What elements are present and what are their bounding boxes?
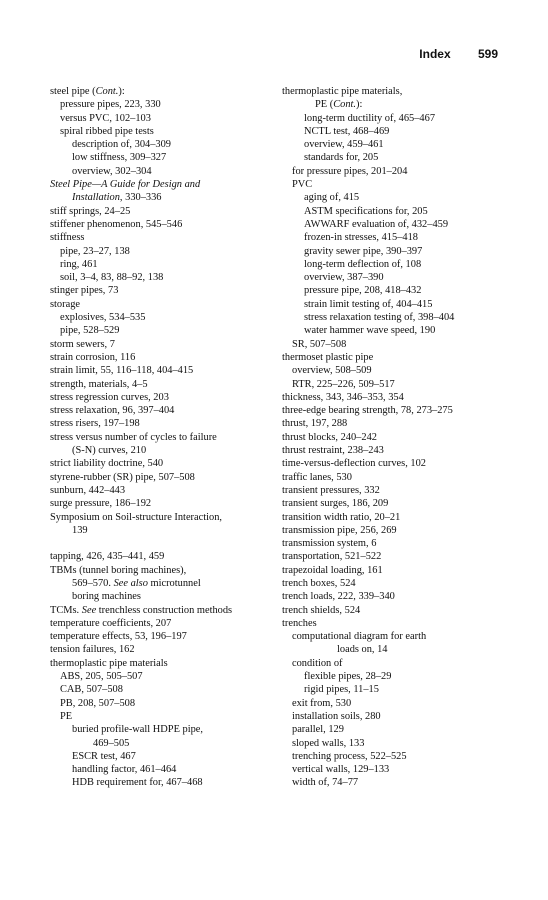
index-subentry: aging of, 415: [304, 192, 360, 204]
index-subentry: ASTM specifications for, 205: [304, 205, 428, 217]
index-entry: thermoplastic pipe materials,: [282, 86, 403, 97]
entry-text: , 330–336: [119, 192, 162, 204]
index-entry: thickness, 343, 346–353, 354: [282, 391, 404, 403]
entry-text: trenchless construction methods: [96, 604, 233, 616]
index-subentry: water hammer wave speed, 190: [304, 325, 436, 337]
index-entry: [50, 178, 275, 191]
index-entry: stiffness: [50, 232, 85, 244]
index-subentry: 469–505: [93, 737, 130, 749]
index-subentry: pressure pipes, 223, 330: [60, 99, 161, 111]
index-entry: temperature coefficients, 207: [50, 617, 172, 629]
index-subentry: standards for, 205: [304, 152, 379, 164]
entry-text: ):: [356, 99, 363, 111]
index-subentry: frozen-in stresses, 415–418: [304, 232, 418, 244]
entry-text: TCMs.: [50, 604, 82, 616]
index-entry: stiff springs, 24–25: [50, 205, 131, 217]
index-subentry: ESCR test, 467: [72, 750, 136, 762]
index-column-right: [282, 85, 507, 790]
index-subentry: strain limit testing of, 404–415: [304, 298, 433, 310]
index-subentry: flexible pipes, 28–29: [304, 671, 392, 683]
index-entry: transmission system, 6: [282, 538, 377, 550]
index-subentry: NCTL test, 468–469: [304, 125, 390, 137]
index-entry: stress risers, 197–198: [50, 418, 140, 430]
index-entry: transient surges, 186, 209: [282, 498, 389, 510]
index-subentry: long-term deflection of, 108: [304, 258, 422, 270]
index-subentry: AWWARF evaluation of, 432–459: [304, 218, 449, 230]
index-entry: transmission pipe, 256, 269: [282, 524, 397, 536]
index-subentry: handling factor, 461–464: [72, 764, 177, 776]
index-subentry: HDB requirement for, 467–468: [72, 777, 203, 789]
index-subentry: CAB, 507–508: [60, 684, 123, 696]
index-subentry: RTR, 225–226, 509–517: [292, 378, 395, 390]
index-subentry: vertical walls, 129–133: [292, 764, 390, 776]
index-entry: stress regression curves, 203: [50, 391, 169, 403]
running-header: [419, 47, 498, 61]
index-subentry: overview, 302–304: [72, 165, 152, 177]
index-subentry: 139: [72, 524, 88, 536]
entry-text: 569–570.: [72, 577, 114, 589]
index-entry: TBMs (tunnel boring machines),: [50, 564, 187, 576]
index-subentry: pressure pipe, 208, 418–432: [304, 285, 422, 297]
index-subentry: gravity sewer pipe, 390–397: [304, 245, 423, 257]
index-subentry: [50, 577, 275, 590]
italic-text: Cont.: [333, 99, 356, 111]
index-entry: [50, 85, 275, 98]
index-subentry: PB, 208, 507–508: [60, 697, 136, 709]
index-entry: temperature effects, 53, 196–197: [50, 631, 187, 643]
index-subentry: (S-N) curves, 210: [72, 445, 147, 457]
index-subentry: soil, 3–4, 83, 88–92, 138: [60, 272, 164, 284]
index-subentry: ring, 461: [60, 258, 98, 270]
index-column-left: [50, 85, 275, 790]
entry-text: ):: [118, 86, 125, 97]
index-entry: trapezoidal loading, 161: [282, 564, 383, 576]
italic-text: Installation: [72, 192, 120, 204]
italic-text: See: [81, 604, 97, 616]
index-entry: stress versus number of cycles to failure: [50, 431, 217, 443]
italic-text: Steel Pipe—A Guide for Design and: [50, 179, 201, 191]
page-number: 599: [477, 47, 498, 61]
index-subentry: explosives, 534–535: [60, 312, 146, 324]
index-subentry: versus PVC, 102–103: [60, 112, 151, 124]
index-subentry: ABS, 205, 505–507: [60, 671, 143, 683]
index-subentry: computational diagram for earth: [292, 631, 427, 643]
index-entry: trenches: [282, 617, 317, 629]
index-subentry: low stiffness, 309–327: [72, 152, 167, 164]
index-entry: thrust restraint, 238–243: [282, 445, 384, 457]
index-subentry: spiral ribbed pipe tests: [60, 125, 154, 137]
index-entry: three-edge bearing strength, 78, 273–275: [282, 405, 453, 417]
index-subentry: overview, 508–509: [292, 365, 372, 377]
index-subentry: pipe, 528–529: [60, 325, 120, 337]
index-entry: thermoplastic pipe materials: [50, 657, 168, 669]
index-entry: strain limit, 55, 116–118, 404–415: [50, 365, 194, 377]
index-entry: transition width ratio, 20–21: [282, 511, 401, 523]
index-subentry: rigid pipes, 11–15: [304, 684, 379, 696]
letter-group-gap: [50, 537, 275, 550]
index-entry: Symposium on Soil-structure Interaction,: [50, 511, 222, 523]
index-entry: strain corrosion, 116: [50, 351, 136, 363]
index-subentry: description of, 304–309: [72, 139, 171, 151]
index-subentry: SR, 507–508: [292, 338, 347, 350]
index-entry: thermoset plastic pipe: [282, 351, 374, 363]
index-subentry: trenching process, 522–525: [292, 750, 407, 762]
index-entry: trench boxes, 524: [282, 577, 356, 589]
section-title: Index: [419, 47, 451, 61]
index-subentry: [282, 98, 507, 111]
index-subentry: PE: [60, 710, 73, 722]
index-subentry: pipe, 23–27, 138: [60, 245, 130, 257]
index-entry: thrust, 197, 288: [282, 418, 348, 430]
index-entry: storage: [50, 298, 81, 310]
index-subentry: [50, 191, 275, 204]
italic-text: See also: [113, 577, 148, 589]
entry-text: microtunnel: [147, 577, 201, 589]
index-subentry: exit from, 530: [292, 697, 352, 709]
entry-text: PE (: [315, 99, 334, 111]
index-subentry: buried profile-wall HDPE pipe,: [72, 724, 204, 736]
index-entry: strict liability doctrine, 540: [50, 458, 164, 470]
index-entry: trench loads, 222, 339–340: [282, 591, 395, 603]
index-entry: transportation, 521–522: [282, 551, 382, 563]
index-subentry: stress relaxation testing of, 398–404: [304, 312, 455, 324]
italic-text: Cont.: [95, 86, 119, 97]
index-entry: styrene-rubber (SR) pipe, 507–508: [50, 471, 195, 483]
index-subentry: PVC: [292, 179, 313, 191]
index-subentry: parallel, 129: [292, 724, 344, 736]
index-entry: time-versus-deflection curves, 102: [282, 458, 426, 470]
index-subentry: installation soils, 280: [292, 710, 381, 722]
index-entry: stress relaxation, 96, 397–404: [50, 405, 175, 417]
index-entry: tapping, 426, 435–441, 459: [50, 551, 165, 563]
index-entry: strength, materials, 4–5: [50, 378, 148, 390]
index-subentry: overview, 459–461: [304, 139, 384, 151]
index-subentry: boring machines: [72, 591, 141, 603]
index-subentry: overview, 387–390: [304, 272, 384, 284]
index-subentry: width of, 74–77: [292, 777, 359, 789]
index-entry: trench shields, 524: [282, 604, 361, 616]
index-entry: sunburn, 442–443: [50, 484, 126, 496]
index-subentry: for pressure pipes, 201–204: [292, 165, 408, 177]
index-entry: thrust blocks, 240–242: [282, 431, 377, 443]
index-entry: storm sewers, 7: [50, 338, 115, 350]
index-entry: transient pressures, 332: [282, 484, 380, 496]
index-entry: traffic lanes, 530: [282, 471, 352, 483]
index-subentry: loads on, 14: [337, 644, 388, 656]
index-subentry: sloped walls, 133: [292, 737, 365, 749]
index-entry: surge pressure, 186–192: [50, 498, 152, 510]
index-entry: stiffener phenomenon, 545–546: [50, 218, 183, 230]
index-subentry: condition of: [292, 657, 343, 669]
index-entry: tension failures, 162: [50, 644, 135, 656]
index-entry: [50, 604, 275, 617]
index-entry: stinger pipes, 73: [50, 285, 119, 297]
index-subentry: long-term ductility of, 465–467: [304, 112, 436, 124]
entry-text: steel pipe (: [50, 86, 96, 97]
